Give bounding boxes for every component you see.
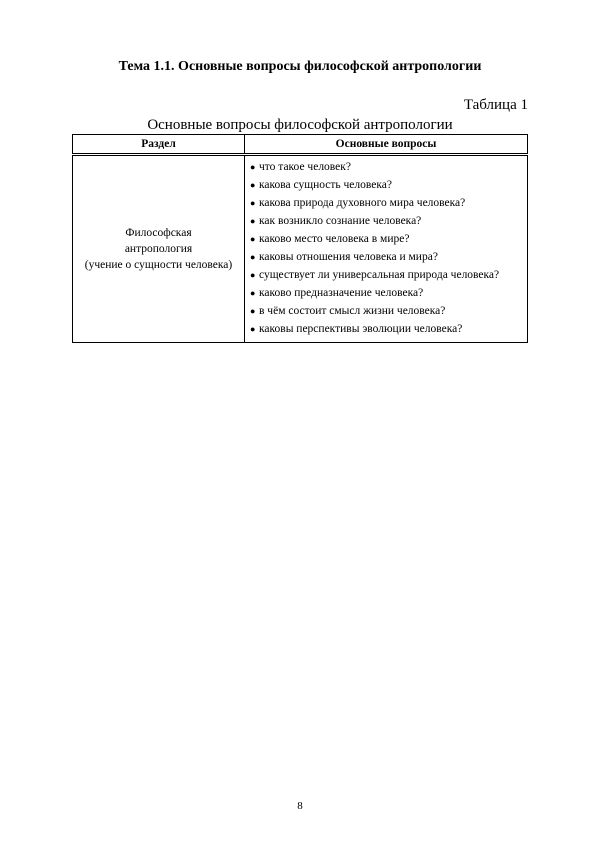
bullet-icon: ● [250,216,256,226]
section-line: Философская [125,227,192,239]
list-item [250,284,523,302]
list-item [250,320,523,338]
question-text: каково предназначение человека? [259,287,424,299]
bullet-icon: ● [250,162,256,172]
table-number: Таблица 1 [463,97,528,113]
page-number: 8 [297,800,303,812]
list-item [250,158,523,176]
bullet-icon: ● [250,324,256,334]
question-text: существует ли универсальная природа человека? [259,269,500,281]
list-item [250,302,523,320]
bullet-icon: ● [250,288,256,298]
question-text: какова сущность человека? [259,179,392,191]
header-questions: Основные вопросы [245,135,528,155]
question-text: каково место человека в мире? [259,233,410,245]
bullet-icon: ● [250,234,256,244]
list-item [250,230,523,248]
questions-list [250,158,523,338]
question-text: каковы перспективы эволюции человека? [259,323,463,335]
bullet-icon: ● [250,198,256,208]
list-item [250,194,523,212]
list-item [250,248,523,266]
list-item [250,212,523,230]
table-caption: Основные вопросы философской антропологии [147,117,453,133]
bullet-icon: ● [250,180,256,190]
section-line: антропология [124,243,193,255]
list-item [250,176,523,194]
question-text: как возникло сознание человека? [259,215,422,227]
list-item [250,266,523,284]
table-header-row [73,135,528,155]
question-text: какова природа духовного мира человека? [259,197,466,209]
page-title: Тема 1.1. Основные вопросы философской антропологии [118,59,482,74]
question-text: что такое человек? [259,161,351,173]
questions-table [72,134,528,343]
header-section: Раздел [73,135,245,155]
section-line: (учение о сущности человека) [84,259,233,271]
section-cell [73,155,245,343]
bullet-icon: ● [250,252,256,262]
questions-cell [245,155,528,343]
question-text: в чём состоит смысл жизни человека? [259,305,446,317]
bullet-icon: ● [250,306,256,316]
table-row [73,155,528,343]
bullet-icon: ● [250,270,256,280]
question-text: каковы отношения человека и мира? [259,251,438,263]
